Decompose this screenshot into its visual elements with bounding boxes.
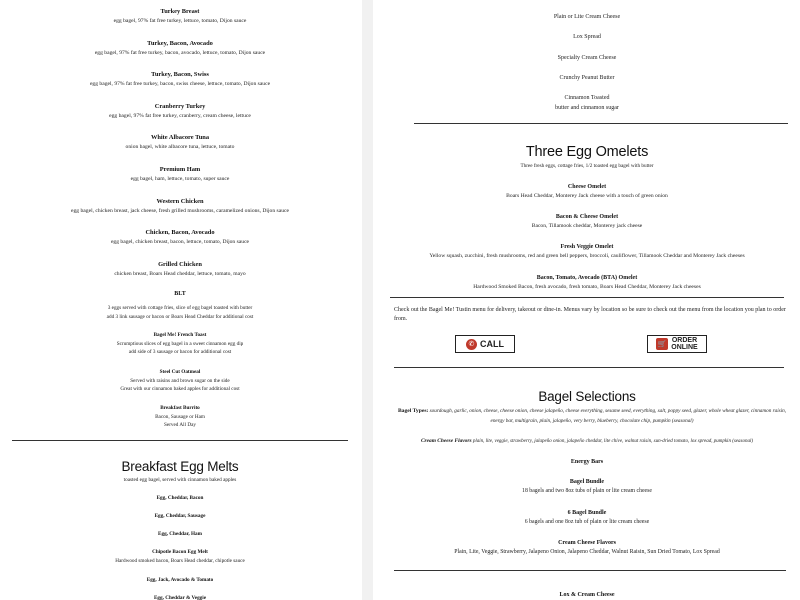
- item-name: Western Chicken: [156, 198, 204, 205]
- section-divider: [394, 570, 786, 571]
- menu-item: [374, 183, 800, 201]
- menu-item: [0, 494, 360, 503]
- menu-item: [374, 243, 800, 261]
- item-desc: add side of 3 sausage or bacon for additional cost: [128, 349, 232, 355]
- item-name: Premium Ham: [159, 166, 201, 173]
- menu-item: [374, 274, 800, 292]
- item-desc: Bacon, Tillamook cheddar, Monterey jack cheese: [531, 223, 643, 229]
- item-desc: egg bagel, chicken breast, jack cheese, fresh grilled mushrooms, caramelized onions, Dijon sauce: [71, 208, 289, 214]
- item-name: BLT: [174, 291, 186, 297]
- spread-item: Crunchy Peanut Butter: [559, 75, 615, 81]
- item-name: Chicken, Bacon, Avocado: [145, 229, 215, 236]
- item-name: 6 Bagel Bundle: [567, 510, 607, 516]
- menu-item-burrito: [0, 404, 360, 430]
- spread-item: Cinnamon Toasted: [564, 95, 610, 101]
- item-desc: Plain, Lite, Veggie, Strawberry, Jalapeno Onion, Jalapeno Cheddar, Walnut Raisin, Sun Dried Tomato, Lox Spread: [454, 549, 720, 555]
- bundle-item: [374, 478, 800, 496]
- item-name: Turkey Breast: [160, 8, 200, 15]
- menu-item: [0, 39, 360, 58]
- menu-item: [0, 102, 360, 121]
- item-desc: Boars Head Cheddar, Monterey Jack cheese with a touch of green onion: [506, 193, 668, 199]
- location-notice: Check out the Bagel Me! Tustin menu for delivery, takeout or dine-in. Menus vary by location so be sure to check out the menu from the location you plan to order from.: [394, 307, 786, 322]
- item-name: Turkey, Bacon, Avocado: [147, 40, 213, 47]
- item-name: Bagel Me! French Toast: [153, 332, 207, 338]
- bundle-item: [374, 539, 800, 557]
- item-desc: onion bagel, white albacore tuna, lettuce, tomato: [125, 144, 235, 150]
- item-name: Steel Cut Oatmeal: [159, 369, 201, 375]
- item-name: Cranberry Turkey: [154, 103, 206, 110]
- cart-icon: 🛒: [656, 338, 668, 350]
- item-name: Egg, Jack, Avocado & Tomato: [146, 577, 214, 583]
- menu-item: [374, 213, 800, 231]
- item-name: Egg, Cheddar, Bacon: [156, 495, 204, 501]
- menu-item: [0, 260, 360, 279]
- column-gutter: [362, 0, 373, 600]
- right-column: [374, 0, 800, 600]
- menu-item: [0, 7, 360, 26]
- item-desc: Hardwood Smoked Bacon, fresh avocado, fresh tomato, Boars Head Cheddar, Monterey Jack cheeses: [473, 284, 701, 290]
- menu-item: [0, 70, 360, 89]
- menu-item-oatmeal: [0, 368, 360, 394]
- item-name: Bacon & Cheese Omelet: [555, 214, 619, 220]
- bagel-types-label: Bagel Types:: [397, 408, 429, 414]
- item-desc: Served All Day: [164, 422, 196, 428]
- order-label: ORDER: [671, 337, 698, 344]
- section-title-bagel-selections: Bagel Selections: [538, 389, 636, 404]
- section-title-egg-melts: Breakfast Egg Melts: [121, 459, 239, 474]
- section-divider: [414, 123, 788, 124]
- item-name: Cream Cheese Flavors: [558, 540, 616, 546]
- item-name: Egg, Cheddar & Veggie: [153, 595, 207, 600]
- cream-cheese-flavors: [382, 437, 792, 446]
- menu-item: [0, 133, 360, 152]
- item-name: Chipotle Bacon Egg Melt: [152, 549, 208, 555]
- menu-item: [0, 165, 360, 184]
- menu-item-blt: [0, 290, 360, 321]
- item-name: White Albacore Tuna: [150, 134, 210, 141]
- call-button[interactable]: [455, 335, 515, 353]
- item-desc: 6 bagels and one 8oz tub of plain or lite cream cheese: [524, 519, 650, 525]
- spread-item: Lox Spread: [573, 34, 601, 40]
- call-label: CALL: [480, 339, 504, 349]
- section-subtitle: toasted egg bagel, served with cinnamon baked apples: [123, 477, 237, 483]
- menu-item: [0, 594, 360, 600]
- spread-item: Plain or Lite Cream Cheese: [553, 14, 621, 20]
- energy-bars: Energy Bars: [570, 459, 604, 465]
- menu-item: [0, 197, 360, 216]
- section-divider: [12, 440, 348, 441]
- item-name: Grilled Chicken: [158, 261, 202, 268]
- item-desc: egg bagel, 97% fat free turkey, lettuce, tomato, Dijon sauce: [113, 18, 247, 24]
- spread-item: Specialty Cream Cheese: [557, 55, 617, 61]
- item-desc: Great with our cinnamon baked apples for additional cost: [120, 386, 240, 392]
- spread-item: butter and cinnamon sugar: [555, 105, 619, 111]
- section-title-lox: Lox & Cream Cheese: [559, 592, 615, 598]
- item-desc: egg bagel, 97% fat free turkey, cranberry, cream cheese, lettuce: [109, 113, 251, 119]
- item-name: Cheese Omelet: [567, 184, 607, 190]
- flavors-list: plain, lite, veggie, strawberry, jalapeño onion, jalapeño cheddar, lite chive, walnut raisin, sun-dried tomato, lox spread, pumpkin (seasonal): [472, 439, 754, 444]
- item-name: Breakfast Burrito: [160, 405, 200, 411]
- item-desc: Bacon, Sausage or Ham: [155, 413, 205, 420]
- bundle-item: [374, 509, 800, 527]
- item-name: Bagel Bundle: [569, 479, 605, 485]
- section-subtitle: Three fresh eggs, cottage fries, 1/2 toasted egg bagel with butter: [520, 163, 654, 169]
- item-name: Egg, Cheddar, Ham: [158, 531, 202, 537]
- menu-item: [0, 228, 360, 247]
- item-name: Fresh Veggie Omelet: [560, 244, 614, 250]
- section-divider: [394, 367, 784, 368]
- item-desc: egg bagel, 97% fat free turkey, bacon, swiss cheese, lettuce, tomato, Dijon sauce: [89, 81, 271, 87]
- item-desc: egg bagel, chicken breast, bacon, lettuce, tomato, Dijon sauce: [110, 239, 250, 245]
- menu-item: [0, 548, 360, 565]
- item-desc: Served with raisins and brown sugar on the side: [130, 377, 230, 384]
- item-desc: Yellow squash, zucchini, fresh mushrooms, red and green bell peppers, broccoli, cauliflower, Tillamook Cheddar and Monterey Jack cheeses: [429, 253, 745, 259]
- item-desc: chicken breast, Boars Head cheddar, lettuce, tomato, mayo: [114, 271, 246, 277]
- item-name: Bacon, Tomato, Avocado (BTA) Omelet: [536, 275, 638, 281]
- section-divider: [390, 297, 784, 298]
- order-online-button[interactable]: [647, 335, 707, 353]
- item-name: Turkey, Bacon, Swiss: [151, 71, 209, 78]
- flavors-label: Cream Cheese Flavors: [420, 438, 472, 444]
- bagel-types: [396, 407, 788, 426]
- left-column: [0, 0, 360, 600]
- phone-icon: ✆: [466, 339, 477, 350]
- item-desc: add 3 link sausage or bacon or Boars Head Cheddar for additional cost: [106, 313, 254, 320]
- item-desc: egg bagel, ham, lettuce, tomato, super sauce: [130, 176, 230, 182]
- online-label: ONLINE: [671, 344, 698, 351]
- bagel-types-list: sourdough, garlic, onion, cheese, cheese onion, cheese jalapeño, cheese everything, sesame seed, everything, salt, poppy seed, glazer, whole wheat glazer, cinnamon raisin, energy bar, multigrain, plain, jalapeño, very berry, blueberry, chocolate chip, pumpkin (seasonal): [429, 408, 787, 424]
- item-name: Egg, Cheddar, Sausage: [154, 513, 206, 519]
- item-desc: 3 eggs served with cottage fries, slice of egg bagel toasted with butter: [107, 305, 253, 311]
- item-desc: egg bagel, 97% fat free turkey, bacon, avocado, lettuce, tomato, Dijon sauce: [94, 50, 266, 56]
- menu-item-french-toast: [0, 331, 360, 357]
- item-desc: 18 bagels and two 8oz tubs of plain or lite cream cheese: [522, 488, 652, 494]
- item-desc: Hardwood smoked bacon, Boars Head cheddar, chipotle sauce: [115, 557, 245, 564]
- menu-item: [0, 512, 360, 521]
- item-desc: Scrumptious slices of egg bagel in a sweet cinnamon egg dip: [116, 340, 244, 347]
- menu-item: [0, 576, 360, 585]
- section-title-omelets: Three Egg Omelets: [525, 144, 649, 160]
- menu-item: [0, 530, 360, 539]
